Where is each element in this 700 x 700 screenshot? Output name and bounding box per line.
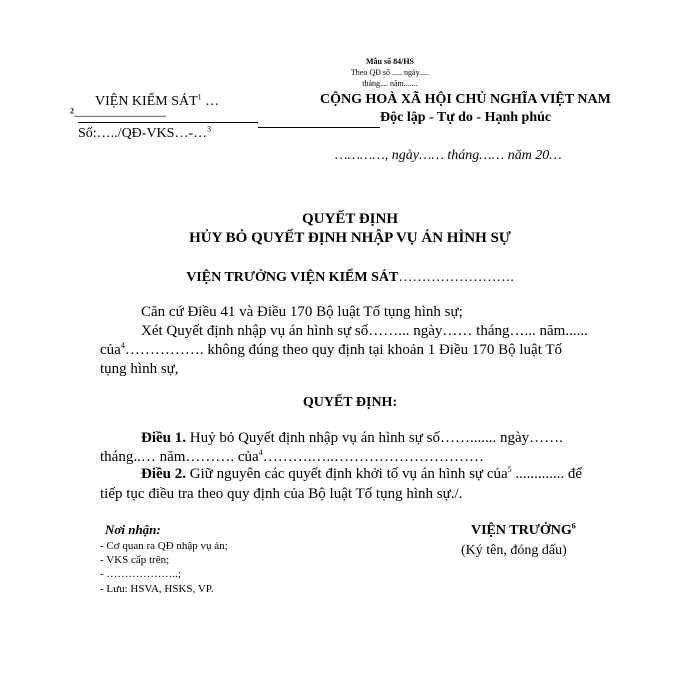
- basis-paragraph: Căn cứ Điều 41 và Điều 170 Bộ luật Tố tụng hình sự;: [141, 304, 463, 320]
- article-2-text: Giữ nguyên các quyết định khởi tố vụ án hình sự của: [186, 466, 508, 482]
- recipient-item: - ………………..;: [100, 568, 181, 580]
- footnote-marker: 6: [571, 521, 576, 531]
- article-1: [141, 430, 563, 447]
- article-1-date: tháng..… năm………. của: [100, 449, 259, 465]
- header-left-divider: [78, 122, 258, 123]
- consideration-continuation: [100, 342, 562, 359]
- consideration-end: tụng hình sự,: [100, 361, 179, 377]
- signature-note: (Ký tên, đóng dấu): [461, 543, 567, 558]
- article-2: [141, 466, 582, 483]
- header-right-divider: [258, 127, 380, 128]
- signer-title: [471, 523, 576, 539]
- issuer-line: [0, 270, 700, 286]
- form-reference-date: tháng.... năm.......: [362, 79, 418, 88]
- agency-subline-dots: ..............................................: [74, 110, 166, 119]
- article-2-label: Điều 2.: [141, 466, 186, 482]
- consideration-reason: ……………. không đúng theo quy định tại khoản 1 Điều 170 Bộ luật Tố: [124, 342, 563, 358]
- recipients-heading: Nơi nhận:: [105, 522, 161, 537]
- agency-dots: …: [201, 94, 220, 109]
- document-title: QUYẾT ĐỊNH: [302, 211, 398, 227]
- issue-date: …………, ngày…… tháng…… năm 20…: [335, 148, 562, 163]
- footnote-marker: 1: [197, 92, 202, 102]
- footnote-marker: 3: [207, 124, 212, 134]
- national-motto: Độc lập - Tự do - Hạnh phúc: [380, 110, 552, 125]
- recipient-item: - Lưu: HSVA, HSKS, VP.: [100, 583, 214, 595]
- form-reference-line: Theo QĐ số ..... ngày.....: [350, 68, 430, 77]
- signer-title-text: VIỆN TRƯỞNG: [471, 523, 572, 538]
- article-2-dots: ............. để: [511, 466, 583, 482]
- agency-subline: [70, 106, 166, 119]
- document-subtitle: HỦY BỎ QUYẾT ĐỊNH NHẬP VỤ ÁN HÌNH SỰ: [189, 230, 511, 246]
- agency-name: [95, 94, 219, 110]
- consideration-of: của: [100, 342, 121, 358]
- article-2-continuation: tiếp tục điều tra theo quy định của Bộ luật Tố tụng hình sự./.: [100, 486, 463, 502]
- recipient-item: - Cơ quan ra QĐ nhập vụ án;: [100, 540, 228, 552]
- national-title: CỘNG HOÀ XÃ HỘI CHỦ NGHĨA VIỆT NAM: [320, 92, 611, 107]
- footnote-marker: 2: [70, 106, 74, 116]
- form-number: Mẫu số 84/HS: [365, 57, 414, 66]
- article-1-dots: ……….…..…………………………: [262, 449, 484, 465]
- issuer-label: VIỆN TRƯỞNG VIỆN KIỂM SÁT: [186, 270, 399, 285]
- article-1-label: Điều 1.: [141, 430, 186, 446]
- recipient-item: - VKS cấp trên;: [100, 554, 170, 566]
- decision-heading: QUYẾT ĐỊNH:: [302, 395, 398, 410]
- article-1-continuation: [100, 449, 484, 466]
- footnote-marker: 5: [507, 465, 512, 474]
- issuer-dots: …………………….: [398, 270, 514, 285]
- consideration-paragraph: Xét Quyết định nhập vụ án hình sự số……... ngày…… tháng…... năm......: [141, 323, 588, 339]
- document-number-text: Số:…../QĐ-VKS…-…: [78, 126, 208, 141]
- footnote-marker: 4: [120, 341, 125, 350]
- footnote-marker: 4: [258, 448, 263, 457]
- document-number: [78, 126, 211, 142]
- article-1-text: Huỷ bỏ Quyết định nhập vụ án hình sự số……....... ngày…….: [186, 430, 563, 446]
- agency-label: VIỆN KIỂM SÁT: [95, 94, 198, 109]
